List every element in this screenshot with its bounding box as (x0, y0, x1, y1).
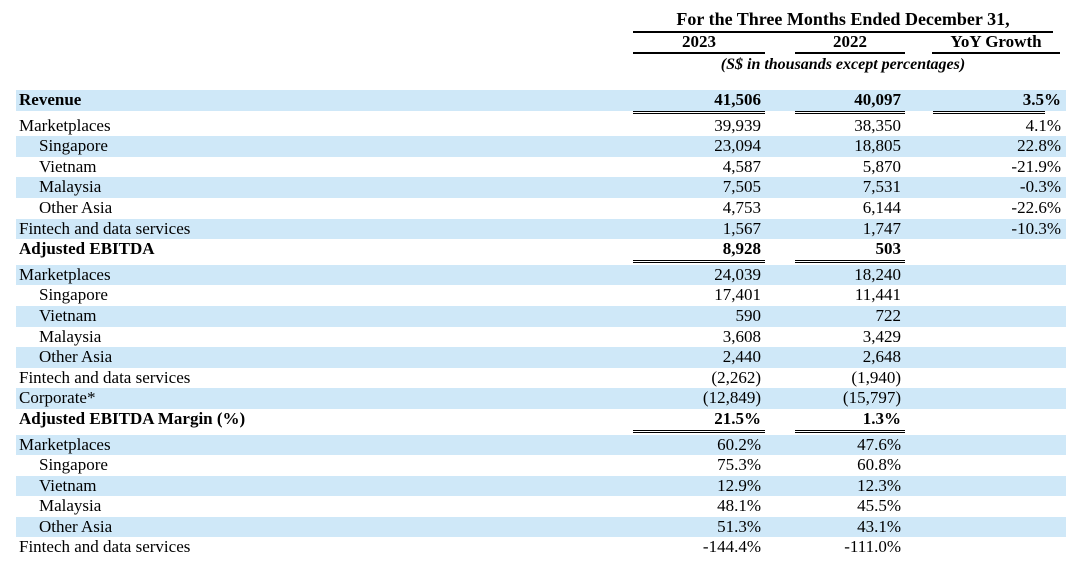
double-rule-2023 (633, 430, 765, 433)
double-rule-2023 (633, 260, 765, 263)
cell-2022: 5,870 (862, 156, 901, 176)
table-row (16, 306, 1066, 327)
cell-2022: 43.1% (857, 516, 901, 536)
cell-yoy-growth (933, 368, 1066, 389)
row-label: Fintech and data services (19, 367, 191, 387)
cell-2022: 38,350 (854, 115, 901, 135)
cell-2022: 3,429 (862, 326, 901, 346)
column-header-2022: 2022 (795, 33, 905, 54)
double-rule-2022 (795, 430, 905, 433)
cell-yoy-growth (933, 517, 1066, 538)
table-row (16, 239, 1066, 260)
cell-2022: (1,940) (851, 367, 901, 387)
double-rule-2022 (795, 111, 905, 114)
units-note: (S$ in thousands except percentages) (720, 56, 966, 73)
column-header-yoy-growth: YoY Growth (932, 33, 1060, 54)
table-row (16, 265, 1066, 286)
cell-2023: 1,567 (722, 218, 761, 238)
cell-2023: 41,506 (714, 90, 761, 109)
table-row (16, 409, 1066, 430)
row-label: Fintech and data services (19, 537, 191, 557)
cell-2023: 75.3% (717, 455, 761, 475)
cell-2022: 47.6% (857, 434, 901, 454)
cell-2023: 590 (735, 305, 761, 325)
cell-2022: 6,144 (862, 197, 901, 217)
cell-yoy-growth (933, 285, 1066, 306)
cell-2023: 24,039 (714, 264, 761, 284)
row-label: Corporate* (19, 388, 96, 408)
cell-yoy-growth (933, 239, 1066, 260)
row-label: Vietnam (39, 475, 97, 495)
cell-2023: 39,939 (714, 115, 761, 135)
cell-2023: 7,505 (722, 177, 761, 197)
row-label: Revenue (19, 90, 82, 109)
cell-yoy-growth (933, 496, 1066, 517)
table-row (16, 198, 1066, 219)
cell-yoy-growth (933, 476, 1066, 497)
cell-2022: 12.3% (857, 475, 901, 495)
table-row (16, 90, 1066, 111)
cell-2023: 48.1% (717, 496, 761, 516)
table-row (16, 347, 1066, 368)
cell-2022: 1,747 (862, 218, 901, 238)
cell-2022: 18,805 (854, 136, 901, 156)
cell-2022: 60.8% (857, 455, 901, 475)
column-header-2023: 2023 (633, 33, 765, 54)
cell-yoy-growth: 4.1% (1025, 115, 1061, 135)
row-label: Other Asia (39, 197, 113, 217)
table-row (16, 496, 1066, 517)
cell-yoy-growth: 22.8% (1017, 136, 1061, 156)
cell-yoy-growth (933, 265, 1066, 286)
cell-yoy-growth: -22.6% (1011, 197, 1061, 217)
row-label: Fintech and data services (19, 218, 191, 238)
cell-yoy-growth: -0.3% (1019, 177, 1061, 197)
cell-2023: -144.4% (702, 537, 761, 557)
cell-yoy-growth: -10.3% (1011, 218, 1061, 238)
double-rule-2023 (633, 111, 765, 114)
table-row (16, 219, 1066, 240)
row-label: Adjusted EBITDA Margin (%) (19, 408, 246, 428)
row-label: Singapore (39, 285, 108, 305)
cell-2023: (2,262) (711, 367, 761, 387)
table-row (16, 285, 1066, 306)
cell-yoy-growth (933, 388, 1066, 409)
cell-2022: 18,240 (854, 264, 901, 284)
table-title: For the Three Months Ended December 31, (633, 9, 1053, 33)
row-label: Malaysia (39, 326, 102, 346)
row-label: Vietnam (39, 156, 97, 176)
cell-yoy-growth (933, 435, 1066, 456)
cell-2022: 45.5% (857, 496, 901, 516)
cell-2022: 722 (875, 305, 901, 325)
double-rule-yoy (933, 111, 1045, 114)
row-label: Singapore (39, 455, 108, 475)
table-row (16, 177, 1066, 198)
cell-2023: 12.9% (717, 475, 761, 495)
table-row (16, 368, 1066, 389)
cell-2023: 8,928 (722, 239, 761, 259)
cell-2022: 7,531 (862, 177, 901, 197)
row-label: Other Asia (39, 347, 113, 367)
row-label: Singapore (39, 136, 108, 156)
cell-yoy-growth (933, 306, 1066, 327)
cell-yoy-growth: -21.9% (1011, 156, 1061, 176)
cell-2023: 51.3% (717, 516, 761, 536)
cell-2022: 40,097 (854, 90, 901, 109)
row-label: Marketplaces (19, 434, 111, 454)
cell-2022: 1.3% (862, 408, 901, 428)
cell-2022: -111.0% (844, 537, 901, 557)
table-row (16, 157, 1066, 178)
cell-2023: 60.2% (717, 434, 761, 454)
cell-2022: 2,648 (862, 347, 901, 367)
row-label: Adjusted EBITDA (19, 239, 155, 259)
table-row (16, 388, 1066, 409)
cell-yoy-growth (933, 537, 1066, 558)
cell-2022: 11,441 (854, 285, 901, 305)
table-row (16, 116, 1066, 137)
cell-yoy-growth (933, 327, 1066, 348)
table-row (16, 517, 1066, 538)
row-label: Malaysia (39, 177, 102, 197)
row-label: Malaysia (39, 496, 102, 516)
cell-2023: 4,753 (722, 197, 761, 217)
cell-yoy-growth (933, 455, 1066, 476)
row-label: Other Asia (39, 516, 113, 536)
table-row (16, 537, 1066, 558)
cell-2023: 21.5% (714, 408, 761, 428)
cell-2023: 2,440 (722, 347, 761, 367)
row-label: Marketplaces (19, 264, 111, 284)
cell-2023: 23,094 (714, 136, 761, 156)
cell-2022: 503 (875, 239, 901, 259)
cell-yoy-growth: 3.5% (1022, 90, 1061, 109)
cell-yoy-growth (933, 347, 1066, 368)
table-row (16, 455, 1066, 476)
cell-2023: 3,608 (722, 326, 761, 346)
row-label: Vietnam (39, 305, 97, 325)
cell-2022: (15,797) (842, 388, 901, 408)
table-row (16, 435, 1066, 456)
cell-2023: 4,587 (722, 156, 761, 176)
table-row (16, 476, 1066, 497)
double-rule-2022 (795, 260, 905, 263)
cell-2023: (12,849) (702, 388, 761, 408)
cell-2023: 17,401 (714, 285, 761, 305)
table-row (16, 327, 1066, 348)
table-row (16, 136, 1066, 157)
row-label: Marketplaces (19, 115, 111, 135)
cell-yoy-growth (933, 409, 1066, 430)
table-body (16, 90, 1066, 558)
